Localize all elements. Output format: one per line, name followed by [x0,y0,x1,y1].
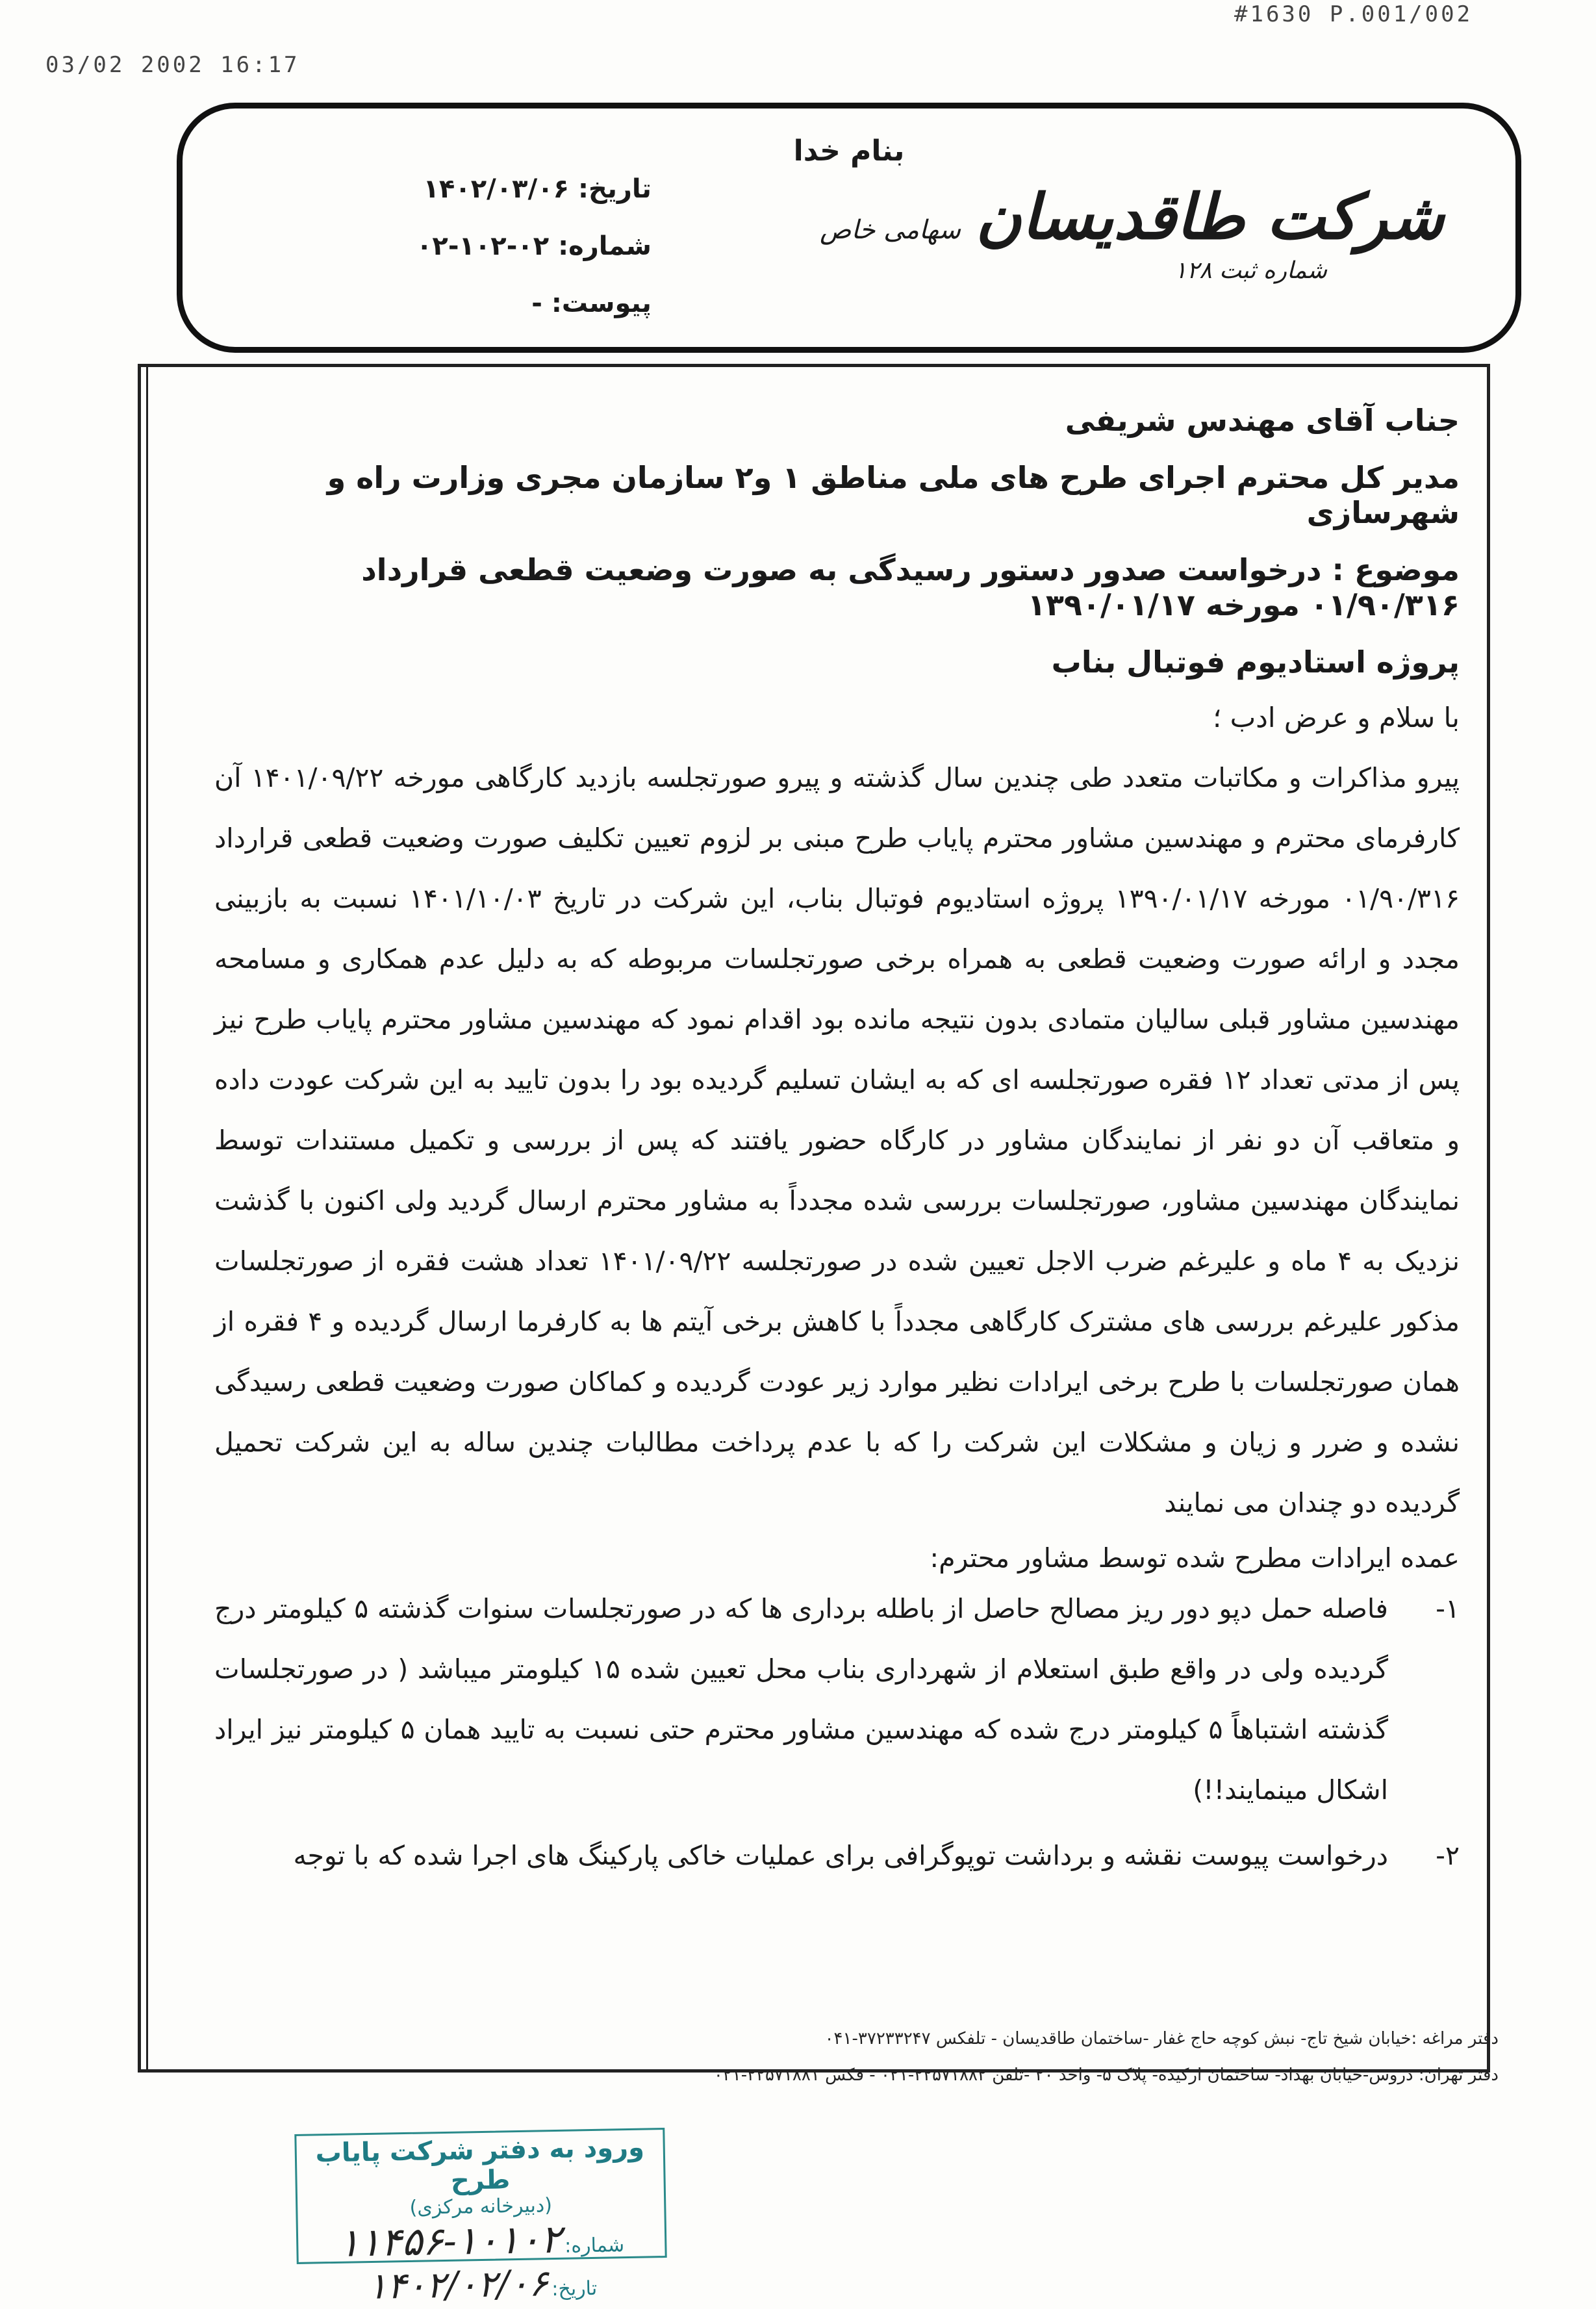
body-paragraph: پیرو مذاکرات و مکاتبات متعدد طی چندین سال گذشته و پیرو صورتجلسه بازدید کارگاهی مورخه ۱۴۰۱/۰۹/۲۲ آن کارفرمای محترم و مهندسین مشاور محترم پایاب طرح مبنی بر لزوم تعیین تکلیف صورت وضعیت قطعی قرارداد ۰۱/۹۰/۳۱۶ مورخه ۱۳۹۰/۰۱/۱۷ پروژه استادیوم فوتبال بناب، این شرکت در تاریخ ۱۴۰۱/۱۰/۰۳ نسبت به بازبینی مجدد و ارائه صورت وضعیت قطعی به همراه برخی صورتجلسات مربوطه که به دلیل عدم همکاری و مسامحه مهندسین مشاور قبلی سالیان متمادی بدون نتیجه مانده بود اقدام نمود که مهندسین مشاور محترم پایاب طرح نیز پس از مدتی تعداد ۱۲ فقره صورتجلسه ای که به ایشان تسلیم گردیده بود را بدون تایید به این شرکت عودت داده و متعاقب آن دو نفر از نمایندگان مشاور در کارگاه حضور یافتند که پس از بررسی و تکمیل مستندات توسط نمایندگان مهندسین مشاور، صورتجلسات بررسی شده مجدداً به مشاور محترم ارسال گردید ولی اکنون با گذشت نزدیک به ۴ ماه و علیرغم ضرب الاجل تعیین شده در صورتجلسه ۱۴۰۱/۰۹/۲۲ تعداد هشت فقره از صورتجلسات مذکور علیرغم بررسی های مشترک کارگاهی مجدداً با کاهش برخی آیتم ها به کارفرما ارسال گردیده و ۴ فقره از همان صورتجلسات با طرح برخی ایرادات نظیر موارد زیر عودت گردیده و کماکان صورت وضعیت قطعی رسیدگی نشده و ضرر و زیان و مشکلات این شرکت را که با عدم پرداخت مطالبات چندین ساله به این شرکت تحمیل گردیده دو چندان می نمایند [214,762,1460,1518]
stamp-number-label: شماره: [564,2234,625,2258]
recipient: جناب آقای مهندس شریفی [1065,403,1460,438]
item-number: ۱- [1436,1593,1460,1624]
footer-maragheh: دفتر مراغه :خیابان شیخ تاج- نبش کوچه حاج غفار -ساختمان طاقدیسان - تلفکس ۳۷۲۳۳۲۴۷-۰۴۱ [824,2029,1499,2048]
company-name: شرکت طاقدیسان [976,180,1444,253]
stamp-date: ۱۴۰۲/۰۲/۰۶ [367,2262,549,2308]
list-item [214,1826,1460,1886]
list-item [214,1579,1460,1820]
salutation: با سلام و عرض ادب ؛ [1212,702,1460,734]
date-value: ۱۴۰۲/۰۳/۰۶ [423,174,570,204]
attachment-value: - [531,288,542,318]
recipient-title: مدیر کل محترم اجرای طرح های ملی مناطق ۱ و۲ سازمان مجری وزارت راه و شهرسازی [327,460,1460,530]
letter-body [214,403,1460,1886]
number-value: ۰۲-۱۰۲-۰۲ [416,231,550,261]
attachment-label: پیوست: [551,288,652,318]
item-number: ۲- [1436,1840,1460,1871]
stamp-number: ۱۰۱۰۲-۱۱۴۵۶ [338,2216,562,2266]
project-name: پروژه استادیوم فوتبال بناب [1051,644,1460,680]
issues-lead: عمده ایرادات مطرح شده توسط مشاور محترم: [930,1542,1460,1574]
number-row [416,218,652,275]
subject: موضوع : درخواست صدور دستور رسیدگی به صورت وضعیت قطعی قرارداد ۰۱/۹۰/۳۱۶ مورخه ۱۳۹۰/۰۱/۱۷ [361,552,1460,622]
stamp-title: ورود به دفتر شرکت پایاب طرح [315,2132,645,2196]
number-label: شماره: [558,231,652,261]
date-label: تاریخ: [578,174,652,204]
company-type: سهامی خاص [820,215,961,245]
footer-tehran: دفتر تهران: دروس-خیابان بهداد- ساختمان ارکیده- پلاک ۵- واحد ۲۰ -تلفن ۲۲۵۷۱۸۸۲-۰۲۱ - فکس ۲۲۵۷۱۸۸۱-۰۲۱ [713,2065,1499,2085]
stamp-subtitle: (دبیرخانه مرکزی) [409,2194,553,2219]
letter-meta [416,160,652,332]
bismillah: بنام خدا [793,134,905,168]
company-logo [820,180,1444,284]
stamp-date-row [299,2260,666,2309]
date-row [416,160,652,218]
stamp-date-label: تاریخ: [551,2277,598,2301]
attachment-row [416,275,652,332]
letterhead [177,103,1521,353]
item-text: درخواست پیوست نقشه و برداشت توپوگرافی برای عملیات خاکی پارکینگ های اجرا شده که با توجه [293,1840,1388,1871]
receipt-stamp [294,2128,666,2308]
stamp-number-row [298,2215,665,2267]
registration-number: شماره ثبت ۱۲۸ [1174,257,1327,284]
fax-header-date: 03/02 2002 16:17 [45,52,300,78]
fax-header-page: #1630 P.001/002 [1234,1,1473,27]
footer-addresses [714,2021,1499,2093]
item-text: فاصله حمل دپو دور ریز مصالح حاصل از باطله برداری ها که در صورتجلسات سنوات گذشته ۵ کیلومتر درج گردیده ولی در واقع طبق استعلام از شهرداری بناب محل تعیین شده ۱۵ کیلومتر میباشد ( در صورتجلسات گذشته اشتباهاً ۵ کیلومتر درج شده که مهندسین مشاور محترم حتی نسبت به تایید همان ۵ کیلومتر نیز ایراد اشکال مینمایند!!) [214,1593,1389,1805]
